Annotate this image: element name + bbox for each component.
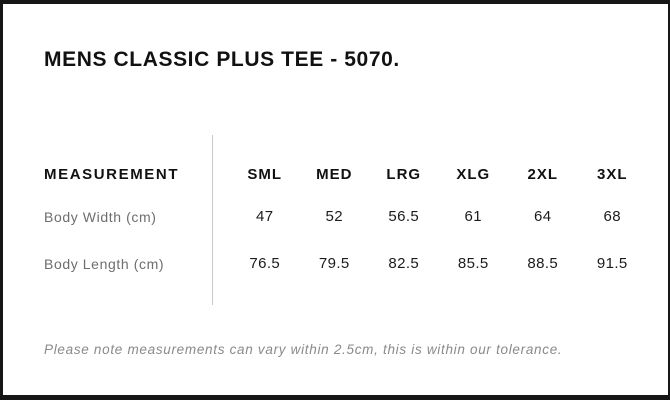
body-width-value-med: 52 bbox=[325, 208, 343, 225]
body-length-value-xlg: 85.5 bbox=[457, 255, 489, 272]
measurement-column-header: MEASUREMENT bbox=[44, 166, 180, 183]
table-row-body-width bbox=[44, 208, 647, 226]
body-width-value-xlg: 61 bbox=[464, 208, 482, 225]
size-chart-table bbox=[44, 135, 647, 305]
body-length-value-2xl: 88.5 bbox=[527, 255, 559, 272]
size-column-header-xlg: XLG bbox=[456, 166, 491, 183]
body-length-value-lrg: 82.5 bbox=[388, 255, 420, 272]
size-column-header-3xl: 3XL bbox=[596, 166, 628, 183]
body-width-value-lrg: 56.5 bbox=[388, 208, 420, 225]
tolerance-note: Please note measurements can vary within 2.5cm, this is within our tolerance. bbox=[44, 342, 563, 357]
body-length-value-sml: 76.5 bbox=[249, 255, 281, 272]
size-column-header-lrg: LRG bbox=[386, 166, 422, 183]
size-column-header-sml: SML bbox=[247, 166, 283, 183]
table-row-body-length bbox=[44, 255, 647, 273]
row-label-body-length: Body Length (cm) bbox=[44, 256, 165, 272]
body-length-value-med: 79.5 bbox=[318, 255, 350, 272]
body-width-value-sml: 47 bbox=[256, 208, 274, 225]
body-width-value-2xl: 64 bbox=[534, 208, 552, 225]
body-length-value-3xl: 91.5 bbox=[596, 255, 628, 272]
body-width-value-3xl: 68 bbox=[603, 208, 621, 225]
size-column-header-med: MED bbox=[316, 166, 353, 183]
page-title: MENS CLASSIC PLUS TEE - 5070. bbox=[44, 48, 400, 71]
size-column-header-2xl: 2XL bbox=[527, 166, 558, 183]
size-chart-header-row bbox=[44, 166, 647, 184]
row-label-body-width: Body Width (cm) bbox=[44, 209, 157, 225]
